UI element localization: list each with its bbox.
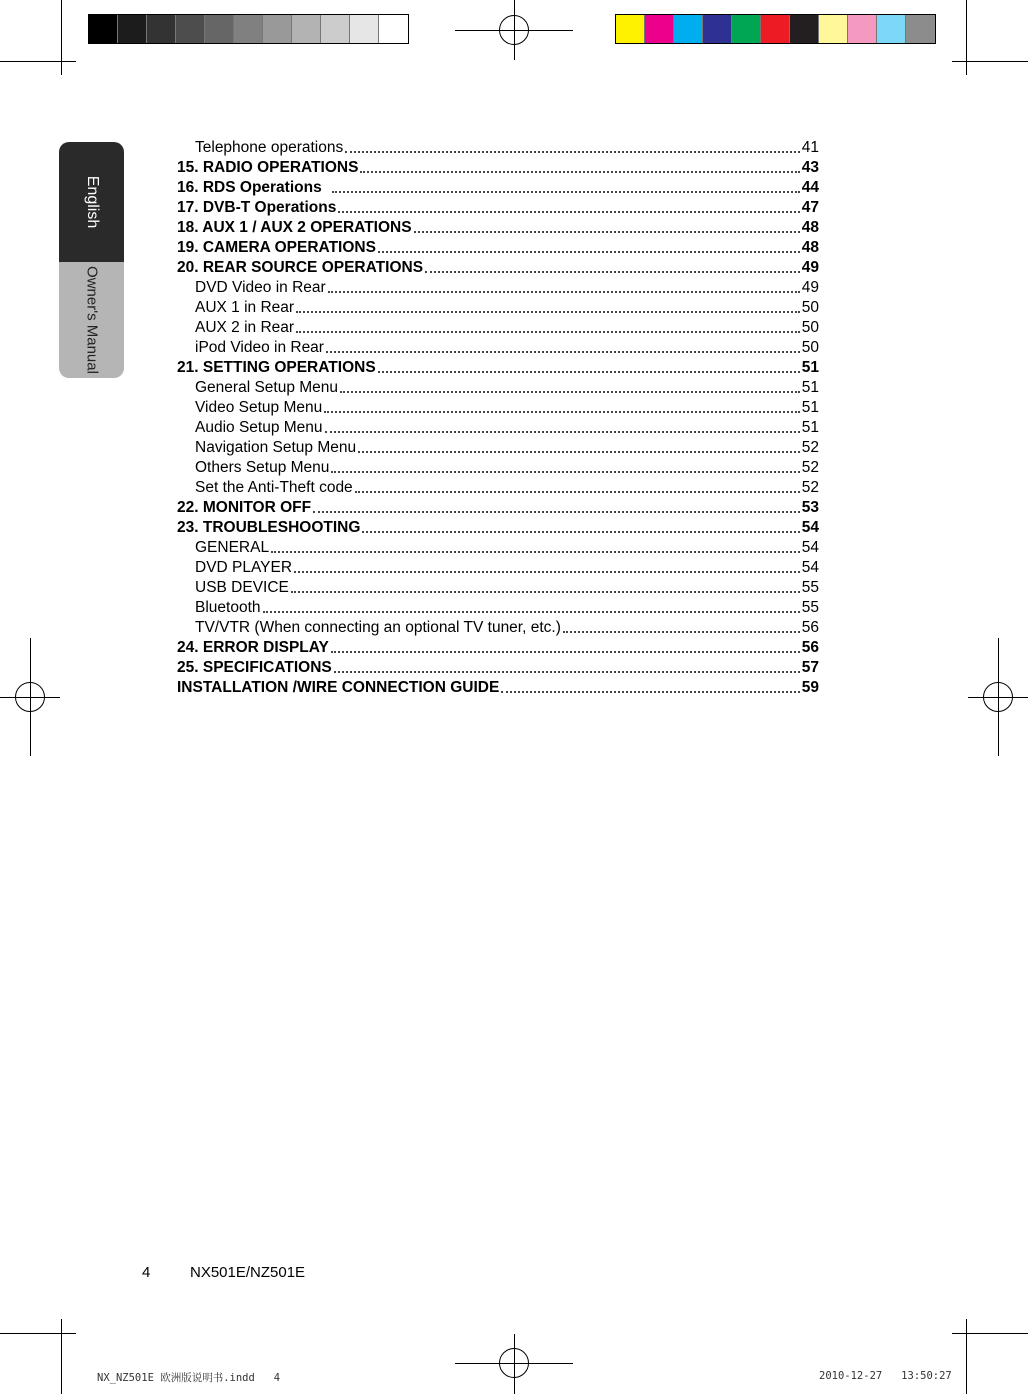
toc-entry-page: 51 [801, 419, 819, 436]
gray-swatch [292, 15, 321, 43]
color-swatch [732, 15, 761, 43]
toc-entry [177, 478, 819, 498]
toc-leader-dots [294, 571, 800, 573]
gray-swatch [263, 15, 292, 43]
toc-entry-title: GENERAL [195, 539, 270, 556]
toc-entry-title: 23. TROUBLESHOOTING [177, 519, 361, 536]
toc-entry [177, 318, 819, 338]
toc-entry-page: 57 [801, 659, 819, 676]
toc-entry [177, 358, 819, 378]
toc-entry [177, 578, 819, 598]
toc-leader-dots [326, 351, 800, 353]
toc-leader-dots [355, 491, 800, 493]
toc-entry [177, 658, 819, 678]
toc-entry-page: 44 [801, 179, 819, 196]
color-swatch [848, 15, 877, 43]
toc-entry-page: 56 [801, 619, 819, 636]
toc-entry-title: 24. ERROR DISPLAY [177, 639, 329, 656]
toc-entry [177, 218, 819, 238]
toc-entry [177, 378, 819, 398]
toc-entry-page: 55 [801, 599, 819, 616]
toc-entry-title: General Setup Menu [195, 379, 339, 396]
toc-entry [177, 298, 819, 318]
toc-entry-page: 51 [801, 399, 819, 416]
toc-entry-page: 56 [801, 639, 819, 656]
toc-entry-page: 50 [801, 299, 819, 316]
color-swatch [645, 15, 674, 43]
toc-entry [177, 338, 819, 358]
toc-entry-title: AUX 1 in Rear [195, 299, 295, 316]
gray-swatch [89, 15, 118, 43]
toc-entry-page: 49 [801, 259, 819, 276]
toc-entry [177, 138, 819, 158]
toc-entry-page: 52 [801, 479, 819, 496]
toc-leader-dots [296, 331, 800, 333]
toc-entry-title: 19. CAMERA OPERATIONS [177, 239, 376, 256]
toc-entry-title: Others Setup Menu [195, 459, 330, 476]
color-swatch [616, 15, 645, 43]
toc-entry [177, 158, 819, 178]
toc-leader-dots [358, 451, 800, 453]
color-swatch [877, 15, 906, 43]
toc-leader-dots [360, 171, 799, 173]
toc-leader-dots [324, 411, 799, 413]
table-of-contents [177, 138, 819, 698]
toc-entry-page: 51 [801, 379, 819, 396]
toc-entry [177, 198, 819, 218]
gray-swatch [147, 15, 176, 43]
toc-leader-dots [414, 231, 800, 233]
toc-entry [177, 538, 819, 558]
toc-leader-dots [291, 591, 800, 593]
toc-entry-title: 25. SPECIFICATIONS [177, 659, 332, 676]
slug-timestamp: 2010-12-27 13:50:27 [819, 1370, 952, 1382]
language-tab [59, 142, 124, 262]
toc-entry-page: 43 [801, 159, 819, 176]
toc-leader-dots [332, 191, 799, 193]
manual-tab [59, 262, 124, 378]
toc-entry-title: 22. MONITOR OFF [177, 499, 312, 516]
toc-leader-dots [334, 671, 800, 673]
toc-entry-page: 50 [801, 319, 819, 336]
toc-entry [177, 278, 819, 298]
toc-entry [177, 398, 819, 418]
color-swatch [906, 15, 935, 43]
toc-entry-title: DVD Video in Rear [195, 279, 326, 296]
toc-leader-dots [263, 611, 800, 613]
color-swatch [790, 15, 819, 43]
toc-entry [177, 238, 819, 258]
toc-entry-page: 54 [801, 539, 819, 556]
language-tab-label: English [83, 175, 101, 229]
toc-entry-page: 54 [801, 559, 819, 576]
toc-entry-title: TV/VTR (When connecting an optional TV tuner, etc.) [195, 619, 561, 636]
gray-swatch [118, 15, 147, 43]
slug-filename: NX_NZ501E 欧洲版说明书.indd 4 [97, 1372, 281, 1384]
toc-entry [177, 258, 819, 278]
toc-entry-page: 49 [801, 279, 819, 296]
toc-entry-title: Set the Anti-Theft code [195, 479, 353, 496]
toc-entry-title: Video Setup Menu [195, 399, 323, 416]
toc-entry-page: 54 [801, 519, 819, 536]
gray-swatch [234, 15, 263, 43]
model-name: NX501E/NZ501E [190, 1264, 306, 1281]
toc-entry [177, 618, 819, 638]
process-color-bar [615, 14, 936, 44]
toc-entry [177, 458, 819, 478]
toc-entry-page: 53 [801, 499, 819, 516]
gray-swatch [321, 15, 350, 43]
toc-entry-title: 16. RDS Operations [177, 179, 331, 196]
toc-entry-page: 50 [801, 339, 819, 356]
toc-entry-title: AUX 2 in Rear [195, 319, 295, 336]
toc-entry [177, 418, 819, 438]
toc-leader-dots [331, 651, 800, 653]
toc-entry-title: 20. REAR SOURCE OPERATIONS [177, 259, 424, 276]
toc-entry-title: iPod Video in Rear [195, 339, 324, 356]
toc-entry-title: USB DEVICE [195, 579, 289, 596]
toc-leader-dots [296, 311, 800, 313]
toc-leader-dots [378, 371, 800, 373]
toc-entry [177, 678, 819, 698]
toc-entry-page: 52 [801, 459, 819, 476]
gray-swatch [205, 15, 234, 43]
toc-leader-dots [340, 391, 800, 393]
toc-leader-dots [425, 271, 800, 273]
gray-swatch [379, 15, 408, 43]
toc-entry-page: 47 [801, 199, 819, 216]
toc-entry-title: 17. DVB-T Operations [177, 199, 337, 216]
toc-leader-dots [313, 511, 800, 513]
toc-entry-page: 48 [801, 219, 819, 236]
toc-entry-title: Navigation Setup Menu [195, 439, 357, 456]
toc-entry-page: 59 [801, 679, 819, 696]
toc-entry-title: INSTALLATION /WIRE CONNECTION GUIDE [177, 679, 500, 696]
toc-entry-title: 21. SETTING OPERATIONS [177, 359, 376, 376]
toc-entry-title: Audio Setup Menu [195, 419, 323, 436]
toc-entry [177, 558, 819, 578]
color-swatch [674, 15, 703, 43]
toc-leader-dots [338, 211, 799, 213]
toc-leader-dots [501, 691, 799, 693]
toc-entry-page: 48 [801, 239, 819, 256]
toc-leader-dots [563, 631, 800, 633]
toc-entry-title: Telephone operations [195, 139, 344, 156]
toc-entry-title: 15. RADIO OPERATIONS [177, 159, 359, 176]
toc-entry-page: 55 [801, 579, 819, 596]
toc-entry-page: 51 [801, 359, 819, 376]
grayscale-color-bar [88, 14, 409, 44]
color-swatch [819, 15, 848, 43]
toc-entry-page: 52 [801, 439, 819, 456]
page-number: 4 [142, 1264, 151, 1281]
toc-leader-dots [271, 551, 800, 553]
gray-swatch [350, 15, 379, 43]
toc-leader-dots [325, 431, 800, 433]
toc-entry [177, 498, 819, 518]
toc-entry [177, 638, 819, 658]
toc-leader-dots [378, 251, 800, 253]
toc-leader-dots [345, 151, 800, 153]
toc-entry-title: 18. AUX 1 / AUX 2 OPERATIONS [177, 219, 412, 236]
toc-leader-dots [328, 291, 800, 293]
toc-entry-title: Bluetooth [195, 599, 261, 616]
gray-swatch [176, 15, 205, 43]
toc-leader-dots [331, 471, 799, 473]
color-swatch [703, 15, 732, 43]
toc-entry [177, 178, 819, 198]
toc-leader-dots [362, 531, 799, 533]
color-swatch [761, 15, 790, 43]
toc-entry [177, 438, 819, 458]
toc-entry [177, 598, 819, 618]
toc-entry-page: 41 [801, 139, 819, 156]
toc-entry-title: DVD PLAYER [195, 559, 293, 576]
toc-entry [177, 518, 819, 538]
manual-tab-label: Owner's Manual [83, 266, 100, 374]
